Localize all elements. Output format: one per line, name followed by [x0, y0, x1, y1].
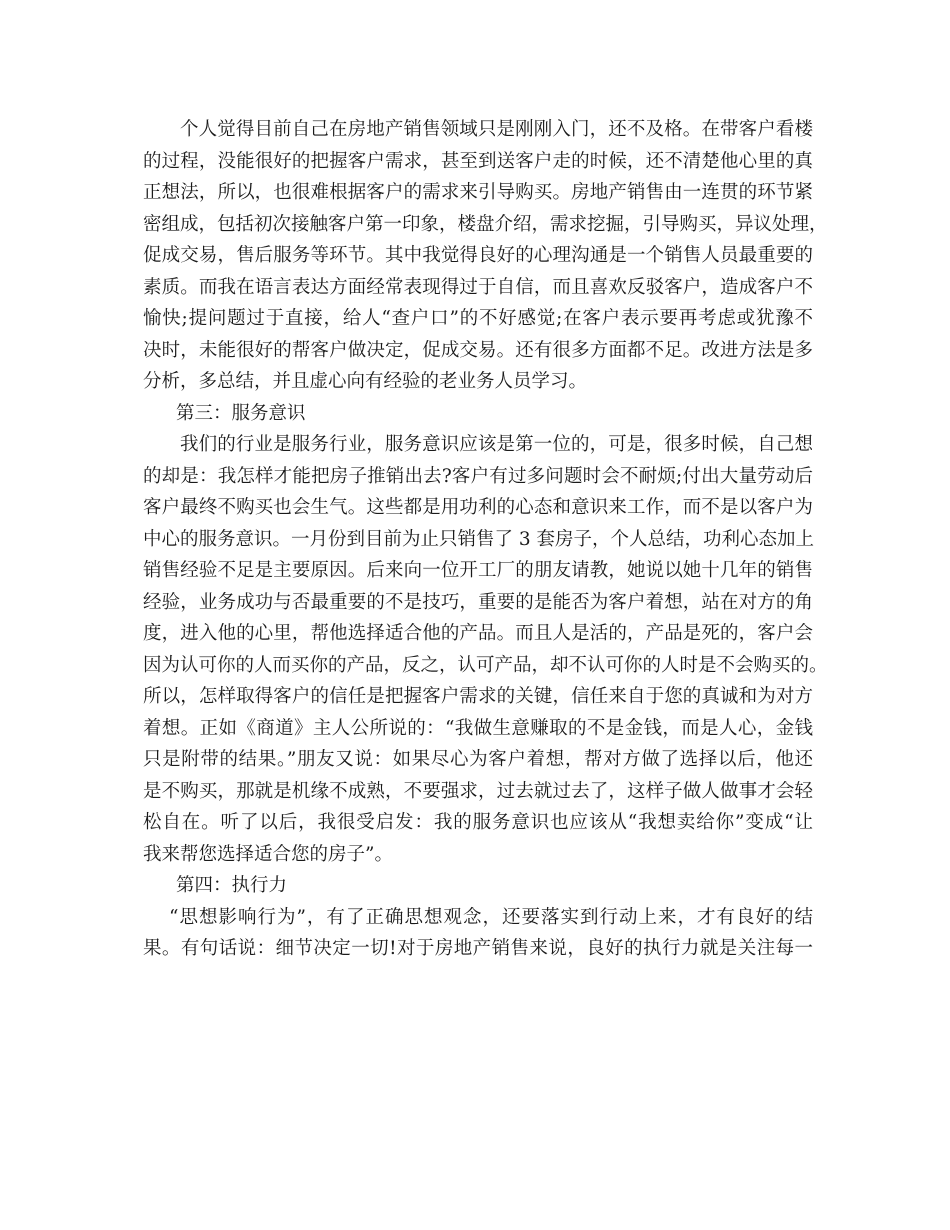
paragraph-line: 促成交易，售后服务等环节。其中我觉得良好的心理沟通是一个销售人员最重要的 [143, 245, 813, 266]
paragraph-line: 密组成，包括初次接触客户第一印象，楼盘介绍，需求挖掘，引导购买，异议处理， [143, 213, 828, 235]
paragraph-line: 经验，业务成功与否最重要的不是技巧，重要的是能否为客户着想，站在对方的角 [143, 591, 813, 613]
paragraph-self-assessment [143, 114, 828, 398]
paragraph-line: 个人觉得目前自己在房地产销售领域只是刚刚入门，还不及格。在带客户看楼 [180, 119, 813, 140]
paragraph-line: 的却是：我怎样才能把房子推销出去?客户有过多问题时会不耐烦;付出大量劳动后 [143, 465, 813, 487]
section-heading-service-awareness: 第三：服务意识 [176, 402, 306, 424]
paragraph-line: 度，进入他的心里，帮他选择适合他的产品。而且人是活的，产品是死的，客户会 [143, 623, 813, 644]
paragraph-line: 的过程，没能很好的把握客户需求，甚至到送客户走的时候，还不清楚他心里的真 [143, 150, 813, 172]
paragraph-execution [143, 902, 813, 965]
paragraph-line: “思想影响行为”，有了正确思想观念，还要落实到行动上来，才有良好的结 [169, 906, 813, 928]
paragraph-line: 松自在。听了以后，我很受启发：我的服务意识也应该从“我想卖给你”变成“让 [143, 812, 813, 833]
document-body [143, 114, 828, 965]
paragraph-line: 决时，未能很好的帮客户做决定，促成交易。还有很多方面都不足。改进方法是多 [143, 339, 813, 361]
paragraph-line: 是不购买，那就是机缘不成熟，不要强求，过去就过去了，这样子做人做事才会轻 [143, 780, 813, 802]
paragraph-line: 果。有句话说：细节决定一切!对于房地产销售来说，良好的执行力就是关注每一 [143, 938, 813, 959]
paragraph-service-awareness [143, 429, 828, 870]
paragraph-line: 我们的行业是服务行业，服务意识应该是第一位的，可是，很多时候，自己想 [180, 434, 813, 455]
section-heading-execution: 第四：执行力 [176, 875, 288, 896]
paragraph-line: 客户最终不购买也会生气。这些都是用功利的心态和意识来工作，而不是以客户为 [143, 497, 813, 518]
paragraph-line: 正想法，所以，也很难根据客户的需求来引导购买。房地产销售由一连贯的环节紧 [143, 182, 813, 203]
paragraph-line: 着想。正如《商道》主人公所说的：“我做生意赚取的不是金钱，而是人心，金钱 [143, 717, 813, 739]
paragraph-line: 我来帮您选择适合您的房子”。 [143, 843, 393, 865]
paragraph-line: 只是附带的结果。”朋友又说：如果尽心为客户着想，帮对方做了选择以后，他还 [143, 749, 813, 770]
paragraph-line: 愉快;提问题过于直接，给人“查户口”的不好感觉;在客户表示要再考虑或犹豫不 [143, 308, 813, 329]
paragraph-line: 素质。而我在语言表达方面经常表现得过于自信，而且喜欢反驳客户，造成客户不 [143, 276, 813, 298]
paragraph-line: 所以，怎样取得客户的信任是把握客户需求的关键，信任来自于您的真诚和为对方 [143, 686, 813, 707]
paragraph-line: 中心的服务意识。一月份到目前为止只销售了 3 套房子，个人总结，功利心态加上 [143, 528, 815, 550]
paragraph-line: 分析，多总结，并且虚心向有经验的老业务人员学习。 [143, 371, 588, 392]
paragraph-line: 因为认可你的人而买你的产品，反之，认可产品，却不认可你的人时是不会购买的。 [143, 654, 828, 676]
paragraph-line: 销售经验不足是主要原因。后来向一位开工厂的朋友请教，她说以她十几年的销售 [143, 560, 813, 581]
